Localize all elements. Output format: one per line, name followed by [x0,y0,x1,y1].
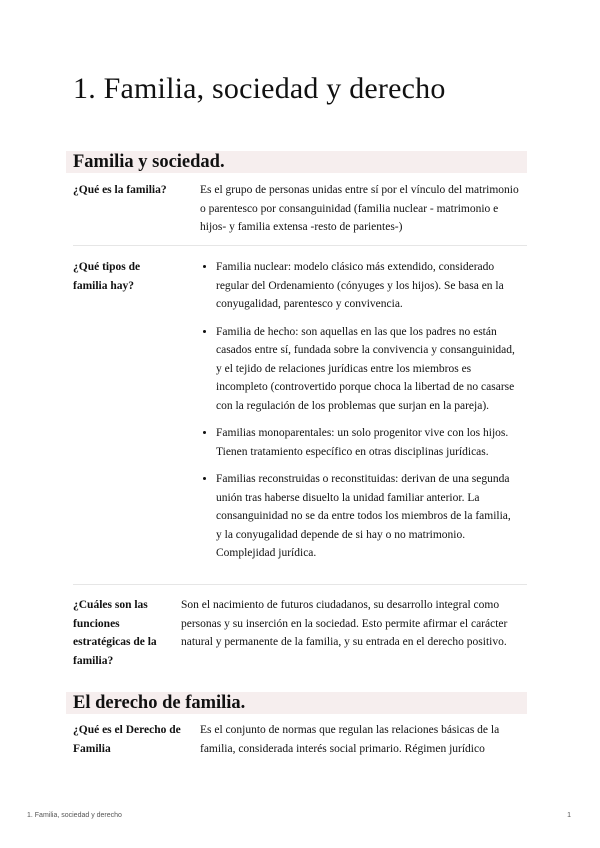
list-item: • Familia nuclear: modelo clásico más extendido, considerado regular del Ordenamiento (cónyuges y los hijos). Se basa en la conyugalidad, parentesco y convivencia. [216,258,516,314]
familia-types-list [200,258,516,572]
section-heading-familia-sociedad: Familia y sociedad. [66,151,527,173]
list-item: • Familia de hecho: son aquellas en las que los padres no están casados entre sí, fundada sobre la convivencia y consanguinidad, y el tejido de relaciones jurídicas entre los miembros es incompleto (controvertido porque choca la libertad de no casarse con la regulación de los problemas que surjan en la pareja). [216,323,516,416]
qa-text: Es el grupo de personas unidas entre sí por el vínculo del matrimonio o parentesco por consanguinidad (familia nuclear - matrimonio e hijos- y familia extensa -resto de parientes-) [200,184,519,233]
qa-text: Es el conjunto de normas que regulan las relaciones básicas de la familia, considerada interés social primario. Régimen jurídico [200,724,500,755]
qa-row-que-es-derecho [73,721,527,761]
section-heading-derecho-familia: El derecho de familia. [66,692,527,714]
page-title: 1. Familia, sociedad y derecho [73,72,446,105]
qa-row-que-es-familia [73,181,527,241]
qa-label: ¿Qué tipos de familia hay? [73,261,141,292]
row-divider [73,584,527,585]
list-item: • Familias reconstruidas o reconstituidas: derivan de una segunda unión tras haberse disuelto la unidad familiar anterior. La consanguinidad no se da entre todos los miembros de la familia, y la conyugalidad depende de si hay o no matrimonio. Complejidad jurídica. [216,470,516,563]
qa-label: ¿Qué es la familia? [73,184,167,196]
qa-row-funciones [73,596,527,672]
qa-row-tipos-familia [73,258,527,578]
footer-title: 1. Familia, sociedad y derecho [27,812,122,819]
qa-text: Son el nacimiento de futuros ciudadanos, su desarrollo integral como personas y su inserción en la sociedad. Esto permite afirmar el carácter natural y permanente de la familia, y su entrada en el derecho positivo. [181,599,508,648]
list-item: • Familias monoparentales: un solo progenitor vive con los hijos. Tienen tratamiento específico en otras disciplinas jurídicas. [216,424,516,461]
qa-label: ¿Cuáles son las funciones estratégicas de la familia? [73,599,157,667]
row-divider [73,245,527,246]
footer-page-number: 1 [567,812,571,819]
qa-label: ¿Qué es el Derecho de Familia [73,724,181,755]
